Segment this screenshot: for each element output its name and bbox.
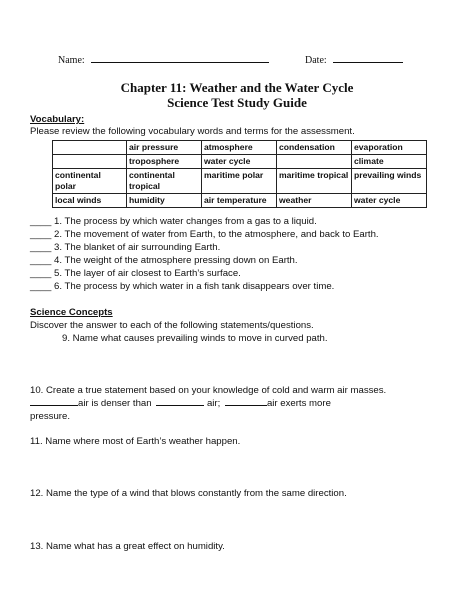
answer-blank: ____ (30, 242, 52, 253)
question-4 (30, 255, 298, 266)
answer-blank: ____ (30, 216, 52, 227)
vocabulary-table (52, 140, 427, 208)
table-row (53, 155, 427, 169)
question-text: 3. The blanket of air surrounding Earth. (54, 242, 221, 253)
table-cell: continental polar (53, 169, 127, 194)
statement-part: air; (206, 398, 221, 409)
table-cell: troposphere (127, 155, 202, 169)
question-12: 12. Name the type of a wind that blows constantly from the same direction. (30, 488, 347, 499)
name-label: Name: (58, 55, 85, 66)
vocabulary-heading: Vocabulary: (30, 114, 85, 125)
table-cell: water cycle (202, 155, 277, 169)
question-text: 5. The layer of air closest to Earth’s surface. (54, 268, 241, 279)
table-row (53, 194, 427, 208)
date-field (305, 55, 403, 66)
question-text: 1. The process by which water changes from a gas to a liquid. (54, 216, 317, 227)
table-cell: prevailing winds (352, 169, 427, 194)
question-10-statement (30, 398, 331, 409)
statement-part: air is denser than (78, 398, 152, 409)
date-blank (333, 62, 403, 63)
table-cell: local winds (53, 194, 127, 208)
table-row (53, 141, 427, 155)
table-cell: air pressure (127, 141, 202, 155)
question-3 (30, 242, 220, 253)
question-1 (30, 216, 317, 227)
table-cell: air temperature (202, 194, 277, 208)
answer-blank: ____ (30, 281, 52, 292)
answer-blank (30, 405, 78, 406)
question-text: 4. The weight of the atmosphere pressing down on Earth. (54, 255, 298, 266)
page-subtitle: Science Test Study Guide (167, 95, 307, 110)
table-cell (277, 155, 352, 169)
vocabulary-instructions: Please review the following vocabulary words and terms for the assessment. (30, 126, 355, 137)
question-11: 11. Name where most of Earth’s weather happen. (30, 436, 241, 447)
page-title: Chapter 11: Weather and the Water Cycle (120, 80, 354, 95)
question-6 (30, 281, 334, 292)
answer-blank (225, 405, 267, 406)
answer-blank: ____ (30, 255, 52, 266)
table-cell: climate (352, 155, 427, 169)
answer-blank: ____ (30, 268, 52, 279)
table-cell: condensation (277, 141, 352, 155)
science-concepts-instructions: Discover the answer to each of the following statements/questions. (30, 320, 314, 331)
table-cell: water cycle (352, 194, 427, 208)
table-cell: maritime polar (202, 169, 277, 194)
name-blank (91, 62, 269, 63)
question-text: 6. The process by which water in a fish tank disappears over time. (54, 281, 335, 292)
question-10: 10. Create a true statement based on your knowledge of cold and warm air masses. (30, 385, 387, 396)
table-cell: atmosphere (202, 141, 277, 155)
question-2 (30, 229, 379, 240)
question-5 (30, 268, 241, 279)
table-row (53, 169, 427, 194)
question-13: 13. Name what has a great effect on humidity. (30, 541, 225, 552)
name-field (58, 55, 269, 66)
statement-part: air exerts more (266, 398, 331, 409)
date-label: Date: (305, 55, 327, 66)
table-cell: evaporation (352, 141, 427, 155)
answer-blank: ____ (30, 229, 52, 240)
table-cell (53, 141, 127, 155)
table-cell: weather (277, 194, 352, 208)
table-cell: humidity (127, 194, 202, 208)
science-concepts-heading: Science Concepts (30, 307, 113, 318)
answer-blank (156, 405, 204, 406)
table-cell (53, 155, 127, 169)
question-9: 9. Name what causes prevailing winds to move in curved path. (62, 333, 328, 344)
table-cell: maritime tropical (277, 169, 352, 194)
question-10-continued: pressure. (30, 411, 70, 422)
question-text: 2. The movement of water from Earth, to the atmosphere, and back to Earth. (54, 229, 379, 240)
table-cell: continental tropical (127, 169, 202, 194)
